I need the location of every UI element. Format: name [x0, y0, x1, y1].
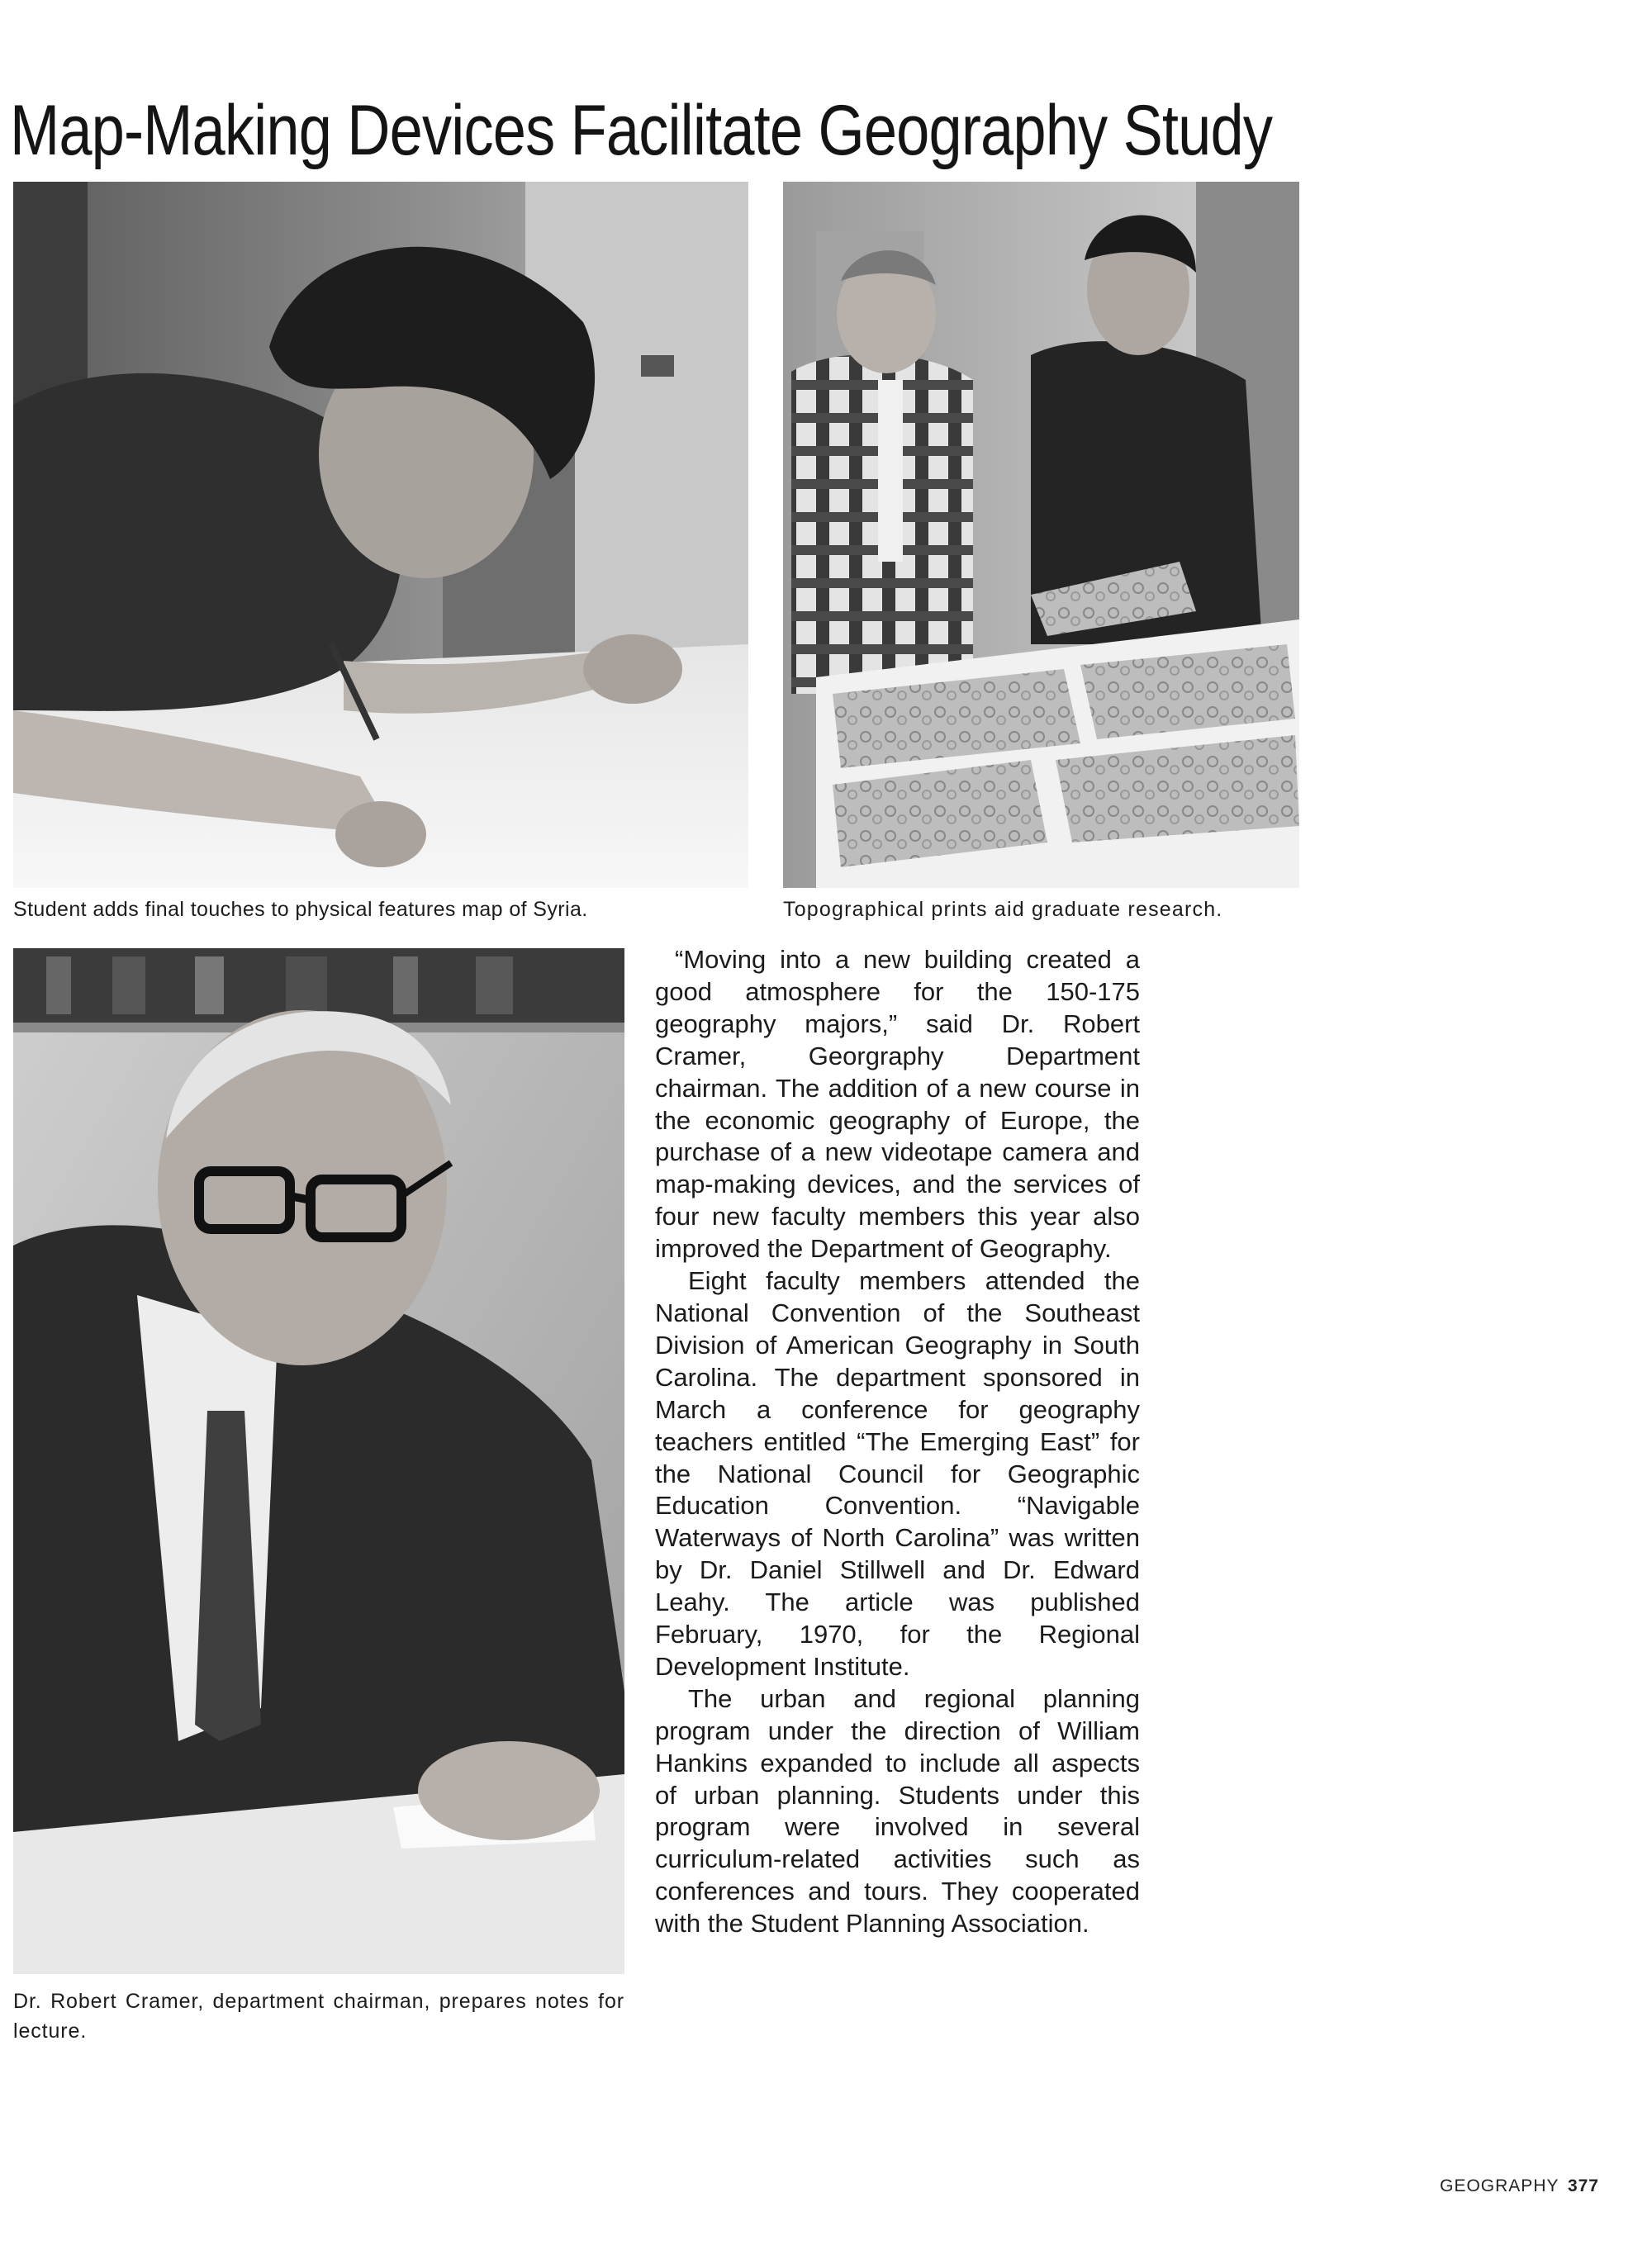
- student-drawing-map-photo: [13, 182, 748, 888]
- graduate-students-illustration: [783, 182, 1299, 888]
- page-folio: [1440, 2176, 1599, 2196]
- folio-section: GEOGRAPHY: [1440, 2176, 1559, 2195]
- dr-cramer-photo-caption: Dr. Robert Cramer, department chairman, prepares notes for lecture.: [13, 1990, 624, 2043]
- graduate-students-photo: [783, 182, 1299, 888]
- dr-cramer-illustration: [13, 948, 624, 1974]
- student-photo-caption: Student adds final touches to physical features map of Syria.: [13, 898, 588, 921]
- article-paragraph-3: The urban and regional planning program under the direction of William Hankins expanded to include all aspects of urban planning. Students under this program were involved in several curriculum-related activities such as conferences and tours. They cooperated with the Student Planning Association.: [655, 1683, 1140, 1939]
- student-photo-illustration: [13, 182, 748, 888]
- graduate-students-photo-caption: Topographical prints aid graduate research.: [783, 898, 1223, 921]
- folio-page-number: 377: [1567, 2176, 1599, 2195]
- article-paragraph-1: “Moving into a new building created a good atmosphere for the 150-175 geography majors,” said Dr. Robert Cramer, Georgraphy Department chairman. The addition of a new course in the economic geography of Europe, the purchase of a new videotape camera and map-making devices, and the services of four new faculty members this year also improved the Department of Geography.: [655, 945, 1140, 1264]
- page-headline: Map-Making Devices Facilitate Geography Study: [10, 91, 1273, 170]
- article-paragraph-2: Eight faculty members attended the National Convention of the Southeast Division of American Geography in South Carolina. The department sponsored in March a conference for geography teachers entitled “The Emerging East” for the National Council for Geographic Education Convention. “Navigable Waterways of North Carolina” was written by Dr. Daniel Stillwell and Dr. Edward Leahy. The article was published February, 1970, for the Regional Development Institute.: [655, 1266, 1140, 1681]
- article-body: [655, 944, 1140, 1940]
- dr-cramer-photo: [13, 948, 624, 1974]
